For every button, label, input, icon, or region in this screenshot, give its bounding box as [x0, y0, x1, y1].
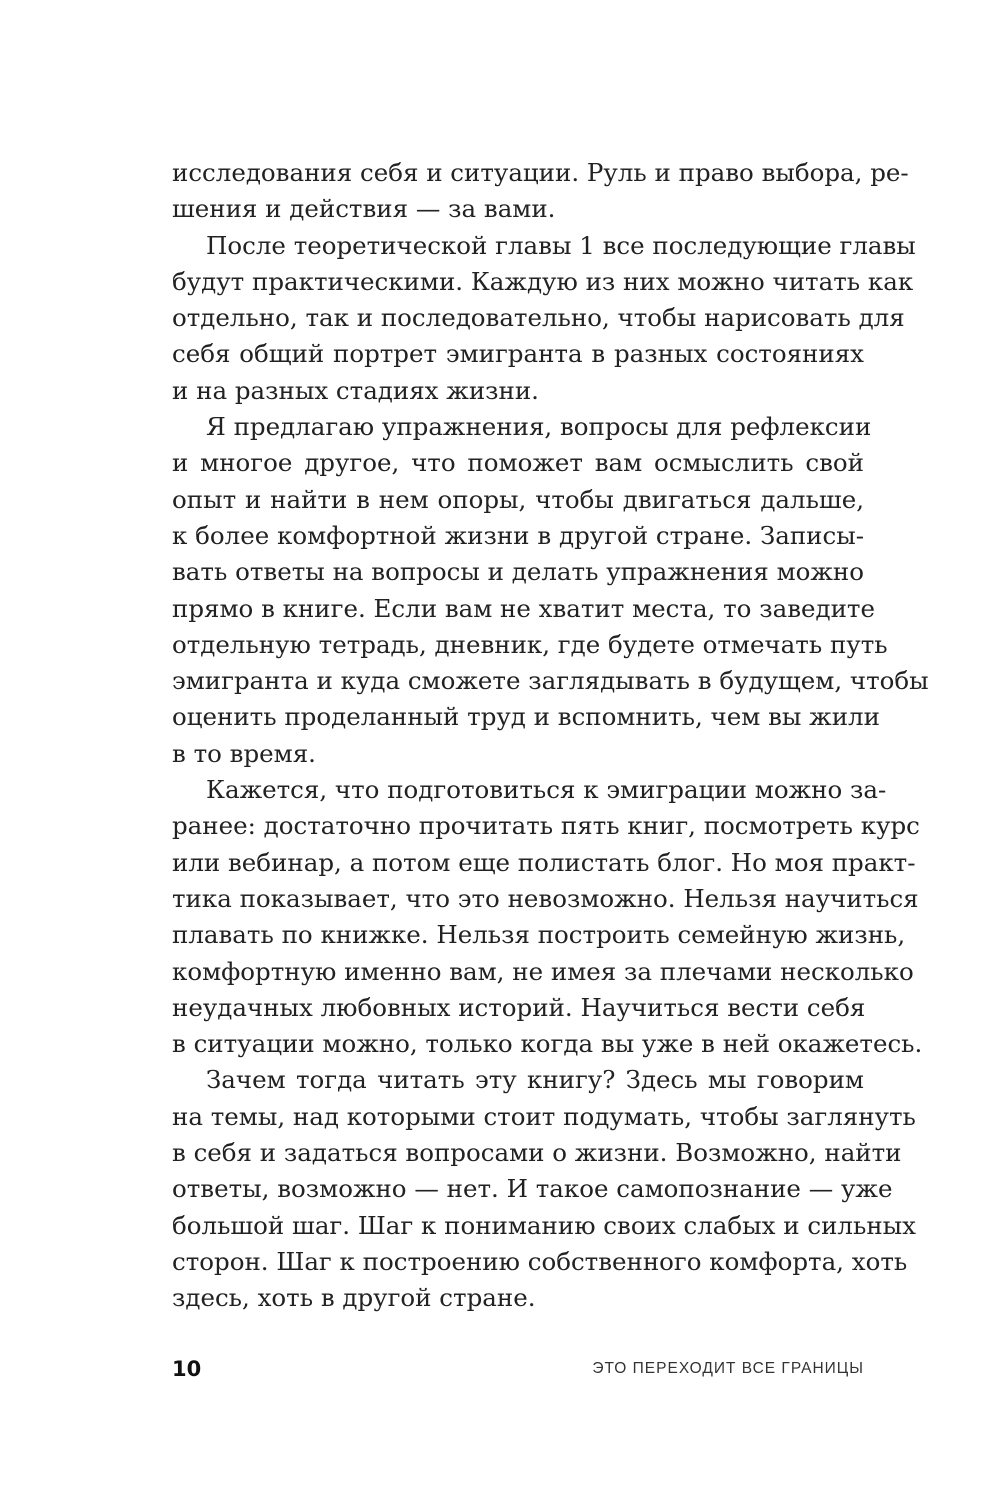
text-line: неудачных любовных историй. Научиться вести себя: [172, 992, 866, 1022]
running-title: ЭТО ПЕРЕХОДИТ ВСЕ ГРАНИЦЫ: [592, 1360, 864, 1377]
paragraph: [172, 155, 909, 228]
text-line: оценить проделанный труд и вспомнить, чем вы жили: [172, 702, 880, 732]
text-line: исследования себя и ситуации. Руль и право выбора, ре-: [172, 158, 909, 187]
text-line: в то время.: [172, 738, 316, 768]
text-line: будут практическими. Каждую из них можно читать как: [172, 266, 914, 296]
paragraph: [172, 228, 916, 409]
page-footer: [172, 1357, 864, 1387]
body-text: [172, 155, 929, 1317]
text-line: отдельно, так и последовательно, чтобы нарисовать для: [172, 303, 905, 333]
text-line: здесь, хоть в другой стране.: [172, 1283, 536, 1313]
text-line: отдельную тетрадь, дневник, где будете отмечать путь: [172, 629, 888, 659]
text-line: на темы, над которыми стоит подумать, чтобы заглянуть: [172, 1101, 916, 1131]
text-line: большой шаг. Шаг к пониманию своих слабых и сильных: [172, 1210, 916, 1240]
text-line: и на разных стадиях жизни.: [172, 375, 539, 405]
text-line: ранее: достаточно прочитать пять книг, посмотреть курс: [172, 811, 920, 841]
text-line: Зачем тогда читать эту книгу? Здесь мы говорим: [206, 1065, 864, 1095]
text-line: или вебинар, а потом еще полистать блог. Но моя практ-: [172, 847, 916, 877]
text-line: в себя и задаться вопросами о жизни. Возможно, найти: [172, 1138, 902, 1168]
text-line: плавать по книжке. Нельзя построить семейную жизнь,: [172, 920, 906, 950]
text-line: шения и действия — за вами.: [172, 194, 556, 224]
text-line: к более комфортной жизни в другой стране. Записы-: [172, 520, 864, 550]
text-line: тика показывает, что это невозможно. Нельзя научиться: [172, 883, 919, 913]
paragraph: [172, 772, 923, 1062]
text-line: эмигранта и куда сможете заглядывать в будущем, чтобы: [172, 666, 929, 696]
text-line: прямо в книге. Если вам не хватит места, то заведите: [172, 593, 875, 623]
text-line: Я предлагаю упражнения, вопросы для рефлексии: [206, 412, 872, 442]
text-line: комфортную именно вам, не имея за плечами несколько: [172, 956, 914, 986]
text-line: сторон. Шаг к построению собственного комфорта, хоть: [172, 1246, 908, 1276]
page-number: 10: [172, 1357, 202, 1381]
text-line: и многое другое, что поможет вам осмыслить свой: [172, 448, 864, 478]
text-line: себя общий портрет эмигранта в разных состояниях: [172, 339, 864, 369]
text-line: После теоретической главы 1 все последующие главы: [206, 230, 916, 260]
text-line: в ситуации можно, только когда вы уже в ней окажетесь.: [172, 1029, 923, 1059]
text-line: вать ответы на вопросы и делать упражнения можно: [172, 557, 864, 587]
text-line: Кажется, что подготовиться к эмиграции можно за-: [206, 775, 887, 805]
text-line: опыт и найти в нем опоры, чтобы двигаться дальше,: [172, 484, 864, 514]
text-line: ответы, возможно — нет. И такое самопознание — уже: [172, 1174, 893, 1204]
paragraph: [172, 1062, 916, 1316]
paragraph: [172, 409, 929, 772]
